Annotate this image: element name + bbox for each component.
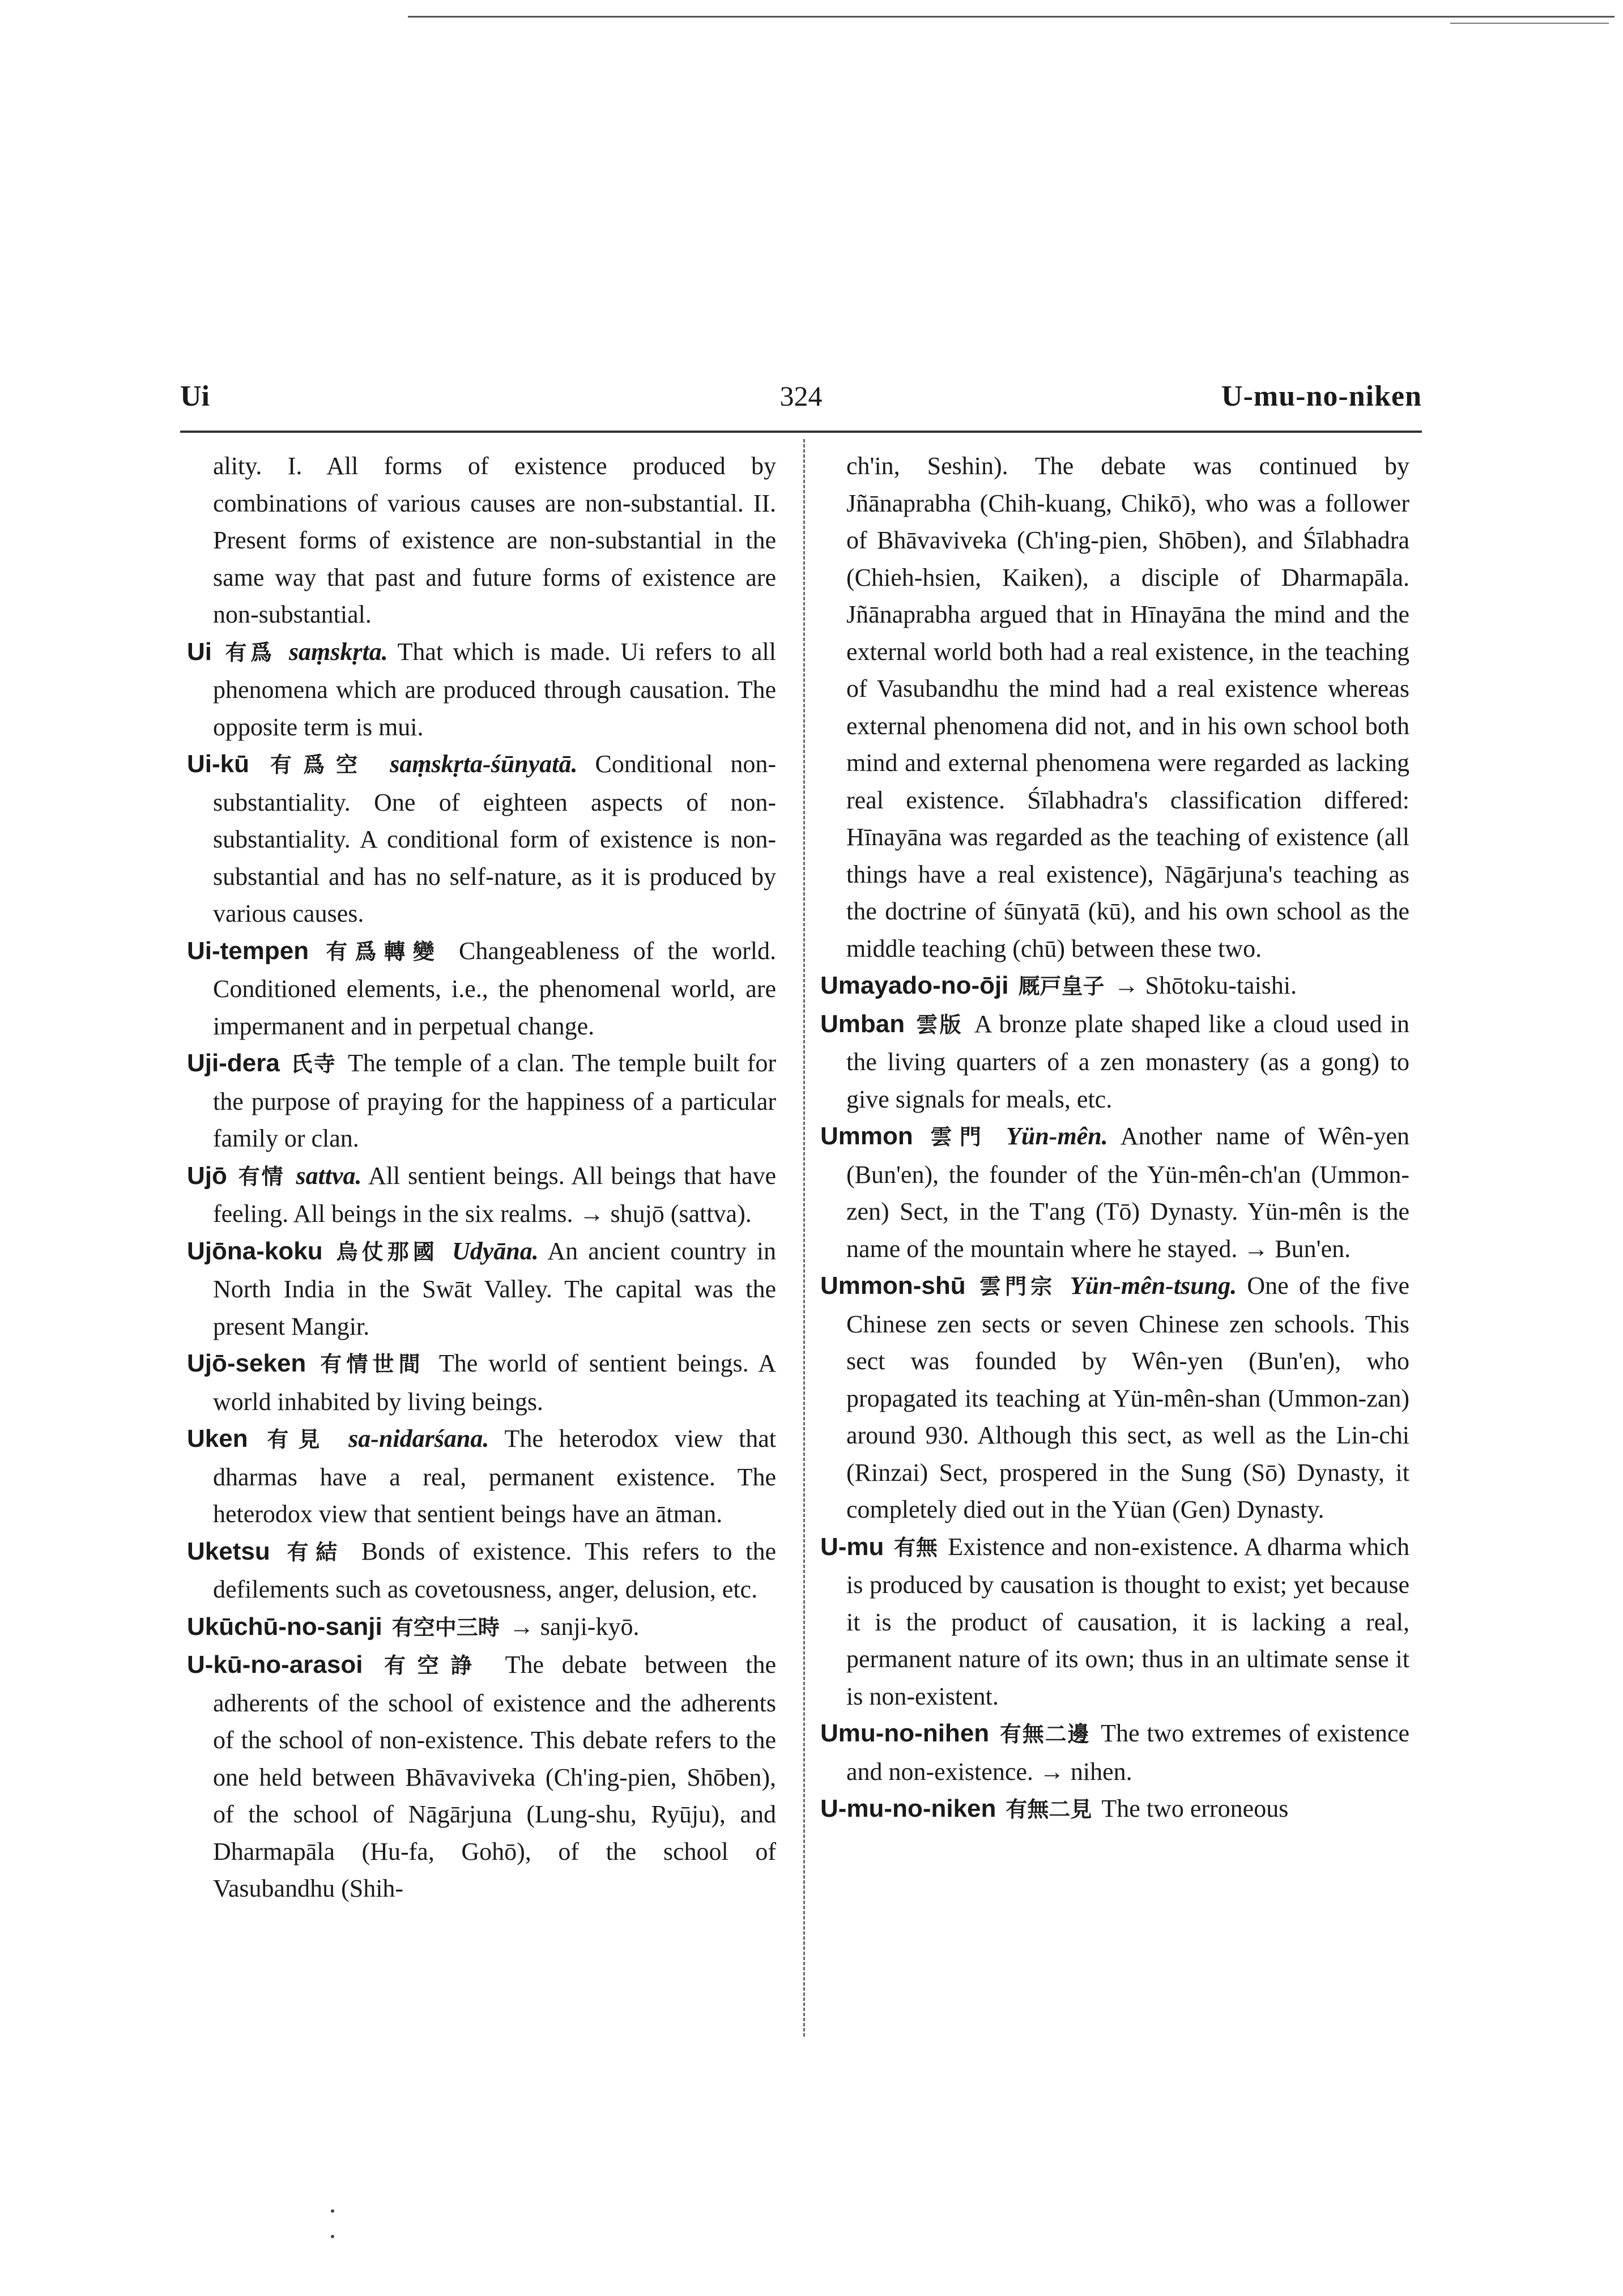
entry-kanji: 厩戸皇子 [1018, 974, 1105, 999]
entry-list [820, 967, 1409, 1829]
entry-headword: Uketsu [187, 1537, 270, 1565]
dictionary-entry [187, 1233, 776, 1345]
entry-headword: Ummon-shū [820, 1272, 966, 1300]
entry-kanji: 有空諍 [384, 1653, 484, 1678]
entry-sanskrit: saṃskṛta. [288, 637, 388, 666]
entry-headword: Ujō [187, 1161, 227, 1190]
entry-definition: Another name of Wên-yen (Bun'en), the founder of the Yün-mên-ch'an (Ummon-zen) Sect, in the T'ang (Tō) Dynasty. Yün-mên is the name of the mountain where he stayed. → Bun'en. [846, 1122, 1409, 1263]
entry-definition: An ancient country in North India in the Swāt Valley. The capital was the present Mangir. [213, 1237, 776, 1340]
page-number: 324 [779, 380, 823, 412]
entry-sanskrit: Yün-mên. [1006, 1122, 1108, 1150]
entry-sanskrit: Yün-mên-tsung. [1070, 1272, 1237, 1300]
entry-kanji: 有無二邊 [1000, 1722, 1090, 1747]
entry-definition: The debate between the adherents of the school of existence and the adherents of the school of non-existence. This debate refers to the one held between Bhāvaviveka (Ch'ing-pien, Shōben), of the school of Nāgārjuna (Lung-shu, Ryūju), and Dharmapāla (Hu-fa, Gohō), of the school of Vasubandhu (Shih- [213, 1651, 777, 1902]
entry-definition: The world of sentient beings. A world inhabited by living beings. [213, 1349, 777, 1416]
continued-text: ality. I. All forms of existence produced by combinations of various causes are non-substantial. II. Present forms of existence are non-substantial in the same way that past and future forms of existence are non-substantial. [213, 452, 776, 628]
dictionary-entry [820, 1715, 1409, 1790]
entry-sanskrit: sa-nidarśana. [348, 1425, 489, 1452]
dictionary-entry [187, 1646, 776, 1907]
entry-definition: Bonds of existence. This refers to the defilements such as covetousness, anger, delusion, etc. [213, 1537, 777, 1603]
dictionary-entry [187, 1420, 776, 1533]
entry-headword: U-mu [820, 1532, 884, 1561]
entry-definition: That which is made. Ui refers to all phenomena which are produced through causation. The opposite term is mui. [213, 637, 776, 741]
entry-definition: The two erroneous [1101, 1795, 1289, 1822]
entry-headword: Umban [820, 1009, 905, 1038]
entry-sanskrit: Udyāna. [451, 1237, 539, 1265]
left-column [187, 448, 776, 1907]
entry-definition: Conditional non-substantiality. One of eighteen aspects of non-substantiality. A conditional form of existence is non-substantial and has no self-nature, as it is produced by various causes. [213, 750, 777, 927]
entry-headword: Ukūchū-no-sanji [187, 1612, 382, 1641]
dictionary-entry [820, 967, 1409, 1006]
entry-kanji: 雲門 [930, 1124, 989, 1149]
entry-definition: All sentient beings. All beings that have feeling. All beings in the six realms. → shujō (sattva). [213, 1161, 777, 1228]
entry-headword: Umayado-no-ōji [820, 972, 1009, 999]
column-divider [803, 439, 806, 2037]
entry-kanji: 有空中三時 [391, 1615, 500, 1640]
entry-kanji: 有無二見 [1006, 1797, 1092, 1822]
dictionary-entry [820, 1006, 1409, 1118]
entry-kanji: 有情 [238, 1164, 285, 1189]
entry-headword: Uken [187, 1425, 248, 1452]
dictionary-entry [187, 633, 776, 746]
header-rule [180, 431, 1422, 433]
entry-kanji: 氏寺 [291, 1051, 337, 1076]
entry-definition: Changeableness of the world. Conditioned elements, i.e., the phenomenal world, are impermanent and in perpetual change. [213, 936, 776, 1040]
entry-headword: U-kū-no-arasoi [187, 1651, 363, 1679]
dictionary-entry [820, 1528, 1409, 1715]
dictionary-entry [187, 746, 776, 932]
scan-top-rule-short [1450, 23, 1609, 24]
page-header [180, 380, 1422, 425]
entry-definition: The heterodox view that dharmas have a real, permanent existence. The heterodox view that sentient beings have an ātman. [213, 1425, 776, 1528]
dictionary-entry [187, 1345, 776, 1420]
entry-kanji: 有爲轉變 [326, 939, 442, 964]
continued-text: ch'in, Seshin). The debate was continued by Jñānaprabha (Chih-kuang, Chikō), who was a follower of Bhāvaviveka (Ch'ing-pien, Shōben), and Śīlabhadra (Chieh-hsien, Kaiken), a disciple of Dharmapāla. Jñānaprabha argued that in Hīnayāna the mind and the external world both had a real existence, in the teaching of Vasubandhu the mind had a real existence whereas external phenomena did not, and in his own school both mind and external phenomena were regarded as lacking real existence. Śīlabhadra's classification differed: Hīnayāna was regarded as the teaching of existence (all things have a real existence), Nāgārjuna's teaching as the doctrine of śūnyatā (kū), and his own school as the middle teaching (chū) between these two. [846, 452, 1409, 962]
dictionary-entry [820, 1790, 1409, 1829]
entry-headword: Umu-no-nihen [820, 1719, 990, 1747]
entry-definition: A bronze plate shaped like a cloud used in the living quarters of a zen monastery (as a gong) to give signals for meals, etc. [846, 1009, 1410, 1113]
entry-definition: → Shōtoku-taishi. [1114, 972, 1297, 999]
dictionary-entry [187, 932, 776, 1045]
entry-kanji: 有情世間 [320, 1352, 425, 1377]
scan-top-rule [408, 16, 1615, 18]
entry-headword: Ui-kū [187, 750, 249, 778]
dictionary-entry [187, 1157, 776, 1233]
entry-kanji: 雲版 [916, 1012, 963, 1037]
entry-headword: Ujō-seken [187, 1349, 306, 1377]
entry-sanskrit: saṃskṛta-śūnyatā. [390, 750, 578, 778]
entry-headword: Ujōna-koku [187, 1237, 323, 1265]
dictionary-entry [820, 1267, 1409, 1528]
left-guide-word: Ui [180, 380, 210, 412]
entry-kanji: 有無 [894, 1535, 938, 1560]
dictionary-entry [187, 1533, 776, 1608]
dictionary-entry [187, 1608, 776, 1647]
entry-definition: One of the five Chinese zen sects or seven Chinese zen schools. This sect was founded by Wên-yen (Bun'en), who propagated its teaching at Yün-mên-shan (Ummon-zan) around 930. Although this sect, as well as the Lin-chi (Rinzai) Sect, prospered in the Sung (Sō) Dynasty, it completely died out in the Yüan (Gen) Dynasty. [846, 1272, 1410, 1523]
scan-speck [331, 2209, 334, 2213]
scan-speck [331, 2235, 334, 2238]
entry-list [187, 633, 776, 1907]
dictionary-entry [820, 1118, 1409, 1267]
entry-headword: U-mu-no-niken [820, 1795, 996, 1822]
entry-kanji: 雲門宗 [979, 1274, 1057, 1299]
entry-kanji: 烏仗那國 [336, 1239, 438, 1264]
entry-definition: → sanji-kyō. [509, 1612, 640, 1641]
entry-kanji: 有見 [267, 1427, 330, 1452]
right-guide-word: U-mu-no-niken [1221, 380, 1422, 412]
entry-definition: The two extremes of existence and non-existence. → nihen. [846, 1719, 1410, 1786]
right-column [820, 448, 1409, 1829]
entry-kanji: 有結 [287, 1539, 345, 1565]
entry-headword: Ui-tempen [187, 936, 309, 965]
entry-definition: Existence and non-existence. A dharma which is produced by causation is thought to exist; yet because it is the product of causation, it is lacking a real, permanent nature of its own; thus in an ultimate sense it is non-existent. [846, 1532, 1409, 1710]
entry-definition: The temple of a clan. The temple built for the purpose of praying for the happiness of a particular family or clan. [213, 1049, 777, 1152]
dictionary-entry [187, 1045, 776, 1157]
entry-sanskrit: sattva. [296, 1161, 362, 1190]
entry-headword: Uji-dera [187, 1049, 280, 1077]
entry-kanji: 有爲 [225, 640, 276, 665]
entry-headword: Ui [187, 637, 212, 666]
entry-kanji: 有爲空 [270, 752, 369, 777]
entry-headword: Ummon [820, 1122, 913, 1150]
